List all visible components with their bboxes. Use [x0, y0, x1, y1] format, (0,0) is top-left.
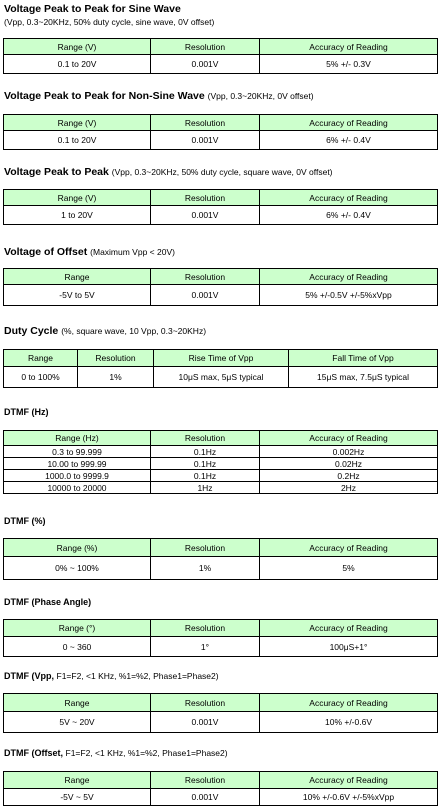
- column-header: Rise Time of Vpp: [154, 350, 289, 367]
- section-title-text: DTMF (Hz): [4, 407, 49, 417]
- section-title-text: DTMF (Vpp,: [4, 671, 54, 681]
- section-title-note: F1=F2, <1 KHz, %1=%2, Phase1=Phase2): [65, 748, 228, 758]
- table-cell: 0 to 100%: [4, 367, 78, 388]
- column-header: Resolution: [151, 620, 260, 637]
- section-title-dtmf-vpp: [4, 671, 219, 681]
- table-cell: 15μS max, 7.5μS typical: [289, 367, 438, 388]
- section-title-vpp-sine: [4, 3, 181, 15]
- section-title-note: (Vpp, 0.3~20KHz, 50% duty cycle, square wave, 0V offset): [111, 167, 333, 177]
- section-title-note: (Maximum Vpp < 20V): [90, 247, 175, 257]
- table-cell: 0% ~ 100%: [4, 557, 151, 580]
- column-header: Range: [4, 269, 151, 285]
- column-header: Range: [4, 772, 151, 789]
- section-title-text: Duty Cycle: [4, 325, 59, 337]
- column-header: Resolution: [151, 115, 260, 131]
- spec-table-dtmf-offset: [3, 771, 438, 806]
- column-header: Resolution: [151, 431, 260, 446]
- spec-table-dtmf-percent: [3, 538, 438, 580]
- section-title-text: Voltage Peak to Peak for Sine Wave: [4, 3, 181, 15]
- table-cell: 0.001V: [151, 789, 260, 806]
- column-header: Accuracy of Reading: [260, 694, 438, 712]
- table-cell: 6% +/- 0.4V: [260, 206, 438, 225]
- spec-table-dtmf-vpp: [3, 693, 438, 733]
- column-header: Resolution: [151, 694, 260, 712]
- column-header: Range: [4, 350, 78, 367]
- column-header: Accuracy of Reading: [260, 269, 438, 285]
- table-cell: 1%: [151, 557, 260, 580]
- column-header: Fall Time of Vpp: [289, 350, 438, 367]
- column-header: Resolution: [151, 269, 260, 285]
- section-title-text: DTMF (Offset,: [4, 748, 63, 758]
- spec-table-duty-cycle: [3, 349, 438, 388]
- column-header: Accuracy of Reading: [260, 115, 438, 131]
- section-title-text: DTMF (Phase Angle): [4, 597, 92, 607]
- table-cell: 1 to 20V: [4, 206, 151, 225]
- column-header: Accuracy of Reading: [260, 620, 438, 637]
- section-title-offset: [4, 246, 175, 258]
- table-cell: 0.02Hz: [260, 458, 438, 470]
- column-header: Range (V): [4, 39, 151, 55]
- section-title-text: Voltage Peak to Peak for Non-Sine Wave: [4, 90, 205, 102]
- table-cell: 10% +/-0.6V: [260, 712, 438, 733]
- section-title-note: (Vpp, 0.3~20KHz, 0V offset): [207, 91, 314, 101]
- table-cell: -5V ~ 5V: [4, 789, 151, 806]
- section-title-note: (%, square wave, 10 Vpp, 0.3~20KHz): [61, 326, 207, 336]
- column-header: Accuracy of Reading: [260, 772, 438, 789]
- section-title-text: DTMF (%): [4, 516, 46, 526]
- column-header: Accuracy of Reading: [260, 431, 438, 446]
- table-cell: 1Hz: [151, 482, 260, 494]
- section-title-text: Voltage Peak to Peak: [4, 166, 109, 178]
- table-cell: 5% +/- 0.3V: [260, 55, 438, 74]
- table-cell: 5V ~ 20V: [4, 712, 151, 733]
- table-cell: 10.00 to 999.99: [4, 458, 151, 470]
- table-cell: 0.001V: [151, 55, 260, 74]
- table-cell: 10000 to 20000: [4, 482, 151, 494]
- table-cell: 0.1Hz: [151, 470, 260, 482]
- column-header: Range (V): [4, 115, 151, 131]
- table-cell: 0.1 to 20V: [4, 55, 151, 74]
- section-title-note: F1=F2, <1 KHz, %1=%2, Phase1=Phase2): [56, 671, 219, 681]
- column-header: Resolution: [78, 350, 154, 367]
- table-cell: 0 ~ 360: [4, 637, 151, 657]
- spec-table-dtmf-hz: [3, 430, 438, 494]
- table-cell: 1000.0 to 9999.9: [4, 470, 151, 482]
- table-cell: 5%: [260, 557, 438, 580]
- section-title-dtmf-phase: [4, 597, 91, 607]
- section-title-vpp-nonsine: [4, 90, 314, 102]
- section-subtitle-vpp-sine: (Vpp, 0.3~20KHz, 50% duty cycle, sine wave, 0V offset): [4, 17, 215, 27]
- table-cell: 100μS+1°: [260, 637, 438, 657]
- spec-table-vpp-square: [3, 189, 438, 225]
- table-cell: 1°: [151, 637, 260, 657]
- column-header: Resolution: [151, 190, 260, 206]
- column-header: Resolution: [151, 772, 260, 789]
- table-cell: 0.1Hz: [151, 458, 260, 470]
- table-cell: 10% +/-0.6V +/-5%xVpp: [260, 789, 438, 806]
- column-header: Range (°): [4, 620, 151, 637]
- table-cell: 0.3 to 99.999: [4, 446, 151, 458]
- table-cell: 10μS max, 5μS typical: [154, 367, 289, 388]
- column-header: Range: [4, 694, 151, 712]
- column-header: Range (%): [4, 539, 151, 557]
- table-cell: 6% +/- 0.4V: [260, 131, 438, 150]
- table-cell: 2Hz: [260, 482, 438, 494]
- table-cell: 1%: [78, 367, 154, 388]
- section-title-dtmf-hz: [4, 407, 49, 417]
- spec-table-offset: [3, 268, 438, 306]
- column-header: Resolution: [151, 539, 260, 557]
- table-cell: 0.2Hz: [260, 470, 438, 482]
- section-title-duty-cycle: [4, 325, 206, 337]
- spec-table-vpp-sine: [3, 38, 438, 74]
- section-title-dtmf-offset: [4, 748, 228, 758]
- section-title-dtmf-percent: [4, 516, 46, 526]
- column-header: Resolution: [151, 39, 260, 55]
- section-title-text: Voltage of Offset: [4, 246, 88, 258]
- table-cell: -5V to 5V: [4, 285, 151, 306]
- table-cell: 0.001V: [151, 206, 260, 225]
- table-cell: 0.1Hz: [151, 446, 260, 458]
- column-header: Accuracy of Reading: [260, 190, 438, 206]
- table-cell: 0.002Hz: [260, 446, 438, 458]
- column-header: Accuracy of Reading: [260, 39, 438, 55]
- table-cell: 0.001V: [151, 131, 260, 150]
- spec-table-dtmf-phase: [3, 619, 438, 657]
- section-title-vpp-square: [4, 166, 333, 178]
- table-cell: 0.1 to 20V: [4, 131, 151, 150]
- table-cell: 5% +/-0.5V +/-5%xVpp: [260, 285, 438, 306]
- column-header: Range (Hz): [4, 431, 151, 446]
- table-cell: 0.001V: [151, 285, 260, 306]
- table-cell: 0.001V: [151, 712, 260, 733]
- spec-table-vpp-nonsine: [3, 114, 438, 150]
- column-header: Range (V): [4, 190, 151, 206]
- column-header: Accuracy of Reading: [260, 539, 438, 557]
